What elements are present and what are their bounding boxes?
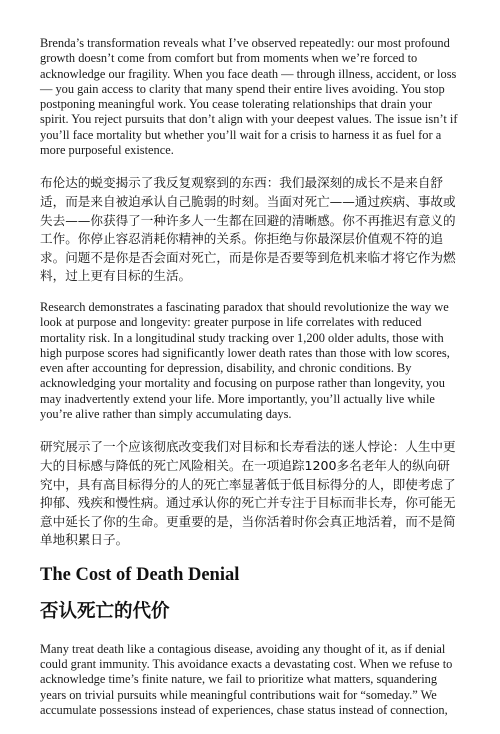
document-page <box>40 36 458 734</box>
paragraph-english: Many treat death like a contagious disease, avoiding any thought of it, as if denial could grant immunity. This avoidance exacts a devastating cost. When we refuse to acknowledge time’s finite nature, we fail to prioritize what matters, squandering years on trivial pursuits while meaningful contributions wait for “someday.” We accumulate possessions instead of experiences, chase status instead of connection, <box>40 641 453 718</box>
section-heading-english: The Cost of Death Denial <box>40 564 240 585</box>
section-heading-chinese: 否认死亡的代价 <box>40 600 170 622</box>
paragraph-english: Research demonstrates a fascinating paradox that should revolutionize the way we look at purpose and longevity: greater purpose in life correlates with reduced mortality risk. In a longitudinal study tracking over 1,200 older adults, those with high purpose scores had significantly lower death rates than those with low scores, even after accounting for depression, disability, and chronic conditions. By acknowledging your mortality and focusing on purpose rather than longevity, you may inadvertently extend your life. More importantly, you’ll actually live while you’re alive rather than simply accumulating days. <box>40 299 450 422</box>
paragraph-english: Brenda’s transformation reveals what I’ve observed repeatedly: our most profound growth doesn’t come from comfort but from moments when we’re forced to acknowledge our fragility. When you face death — through illness, accident, or loss — you gain access to clarity that many spend their entire lives avoiding. You stop postponing meaningful work. You cease tolerating relationships that drain your spirit. You reject pursuits that don’t align with your deepest values. The issue isn’t if you’ll face mortality but whether you’ll wait for a crisis to harness it as fuel for a more purposeful existence. <box>40 36 458 158</box>
paragraph-chinese: 布伦达的蜕变揭示了我反复观察到的东西：我们最深刻的成长不是来自舒适，而是来自被迫承认自己脆弱的时刻。当面对死亡——通过疾病、事故或失去——你获得了一种许多人一生都在回避的清晰感。你不再推迟有意义的工作。你停止容忍消耗你精神的关系。你拒绝与你最深层价值观不符的追求。问题不是你是否会面对死亡，而是你是否要等到危机来临才将它作为燃料，过上更有目标的生活。 <box>40 175 456 284</box>
paragraph-chinese: 研究展示了一个应该彻底改变我们对目标和长寿看法的迷人悖论：人生中更大的目标感与降低的死亡风险相关。在一项追踪1200多名老年人的纵向研究中，具有高目标得分的人的死亡率显著低于低目标得分的人，即使考虑了抑郁、残疾和慢性病。通过承认你的死亡并专注于目标而非长寿，你可能无意中延长了你的生命。更重要的是，当你活着时你会真正地活着，而不是简单地积累日子。 <box>40 439 456 548</box>
